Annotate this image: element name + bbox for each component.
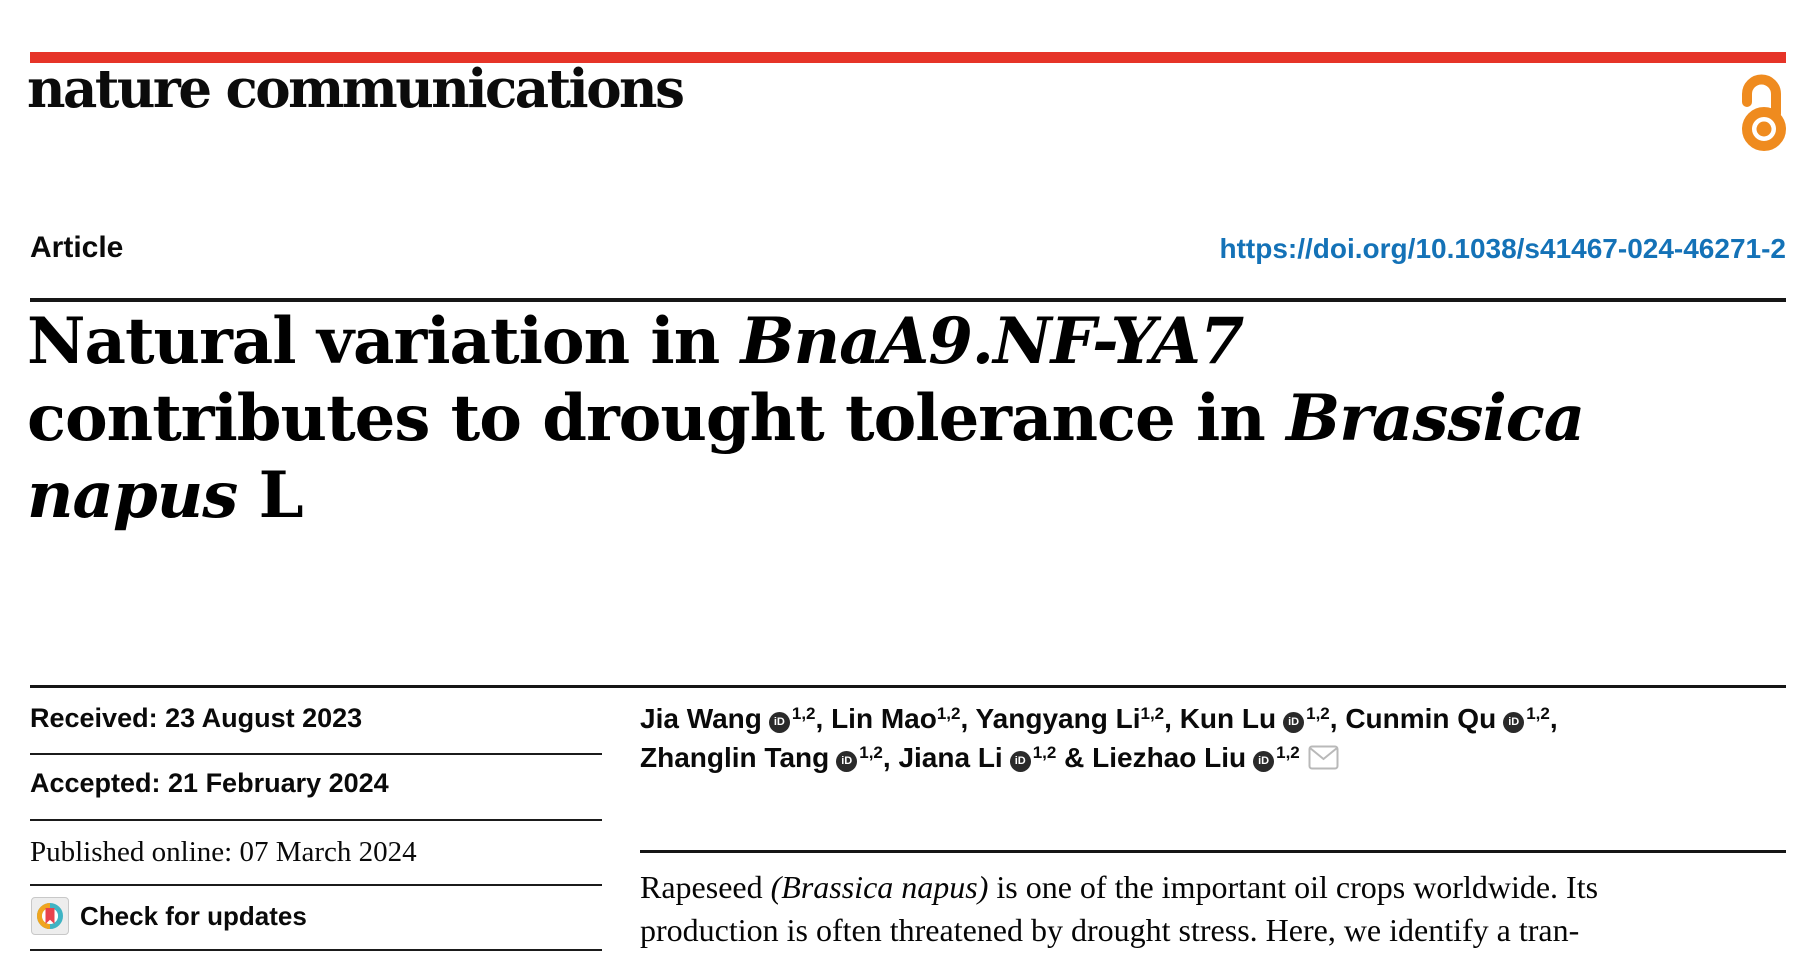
published-online-date: Published online: 07 March 2024 <box>30 836 417 868</box>
author-separator: & <box>1056 742 1093 773</box>
text-segment: Natural variation in <box>27 304 741 379</box>
article-type-label: Article <box>30 231 124 264</box>
text-segment: L <box>237 458 303 533</box>
author-separator: , <box>960 703 976 734</box>
author-name: Kun Lu <box>1179 703 1277 734</box>
abstract-text <box>640 866 1795 952</box>
header-divider-rule <box>30 685 1786 688</box>
author-name: Jiana Li <box>898 742 1003 773</box>
text-segment: Rapeseed <box>640 869 771 905</box>
orcid-icon[interactable]: iD <box>769 712 790 733</box>
crossmark-icon <box>31 897 69 935</box>
author-name: Cunmin Qu <box>1345 703 1497 734</box>
sidebar-rule <box>30 753 602 755</box>
sidebar-rule <box>30 949 602 951</box>
orcid-icon[interactable]: iD <box>836 751 857 772</box>
orcid-icon[interactable]: iD <box>1503 712 1524 733</box>
orcid-icon[interactable]: iD <box>1283 712 1304 733</box>
text-segment: (Brassica napus) <box>770 869 989 905</box>
sidebar-rule <box>30 819 602 821</box>
orcid-icon[interactable]: iD <box>1253 751 1274 772</box>
author-name: Lin Mao <box>831 703 937 734</box>
author-separator: , <box>1164 703 1180 734</box>
text-segment: is one of the important oil crops worldwide. Its <box>988 869 1599 905</box>
author-affiliation-superscript: 1,2 <box>936 704 961 723</box>
author-name: Zhanglin Tang <box>640 742 830 773</box>
check-for-updates-label: Check for updates <box>80 900 307 931</box>
text-segment: Brassica <box>1286 381 1585 456</box>
journal-logo: nature communications <box>27 58 683 120</box>
received-date: Received: 23 August 2023 <box>30 703 363 733</box>
open-access-icon <box>1734 70 1790 156</box>
author-affiliation-superscript: 1,2 <box>791 704 816 723</box>
author-separator: , <box>815 703 832 734</box>
author-name: Liezhao Liu <box>1092 742 1247 773</box>
abstract-top-rule <box>640 850 1786 853</box>
author-affiliation-superscript: 1,2 <box>859 743 883 762</box>
author-separator: , <box>882 742 899 773</box>
article-title <box>27 303 1789 534</box>
author-affiliation-superscript: 1,2 <box>1032 743 1057 762</box>
text-segment: production is often threatened by drought stress. Here, we identify a tran- <box>640 912 1580 948</box>
author-name: Jia Wang <box>640 703 762 734</box>
author-list <box>640 699 1790 780</box>
text-segment: napus <box>27 458 238 533</box>
title-top-rule <box>30 298 1786 302</box>
author-name: Yangyang Li <box>975 703 1141 734</box>
author-separator: , <box>1549 703 1558 734</box>
author-affiliation-superscript: 1,2 <box>1526 704 1550 723</box>
author-affiliation-superscript: 1,2 <box>1276 743 1300 762</box>
author-separator: , <box>1329 703 1346 734</box>
accepted-date: Accepted: 21 February 2024 <box>30 768 389 798</box>
text-segment: contributes to drought tolerance in <box>27 381 1287 456</box>
doi-link[interactable]: https://doi.org/10.1038/s41467-024-46271-2 <box>1219 233 1786 264</box>
corresponding-author-email-icon[interactable] <box>1308 741 1339 780</box>
orcid-icon[interactable]: iD <box>1010 751 1031 772</box>
check-for-updates-badge[interactable] <box>31 897 307 935</box>
author-affiliation-superscript: 1,2 <box>1306 704 1330 723</box>
text-segment: BnaA9.NF-YA7 <box>740 304 1244 379</box>
sidebar-rule <box>30 884 602 886</box>
author-affiliation-superscript: 1,2 <box>1140 704 1165 723</box>
